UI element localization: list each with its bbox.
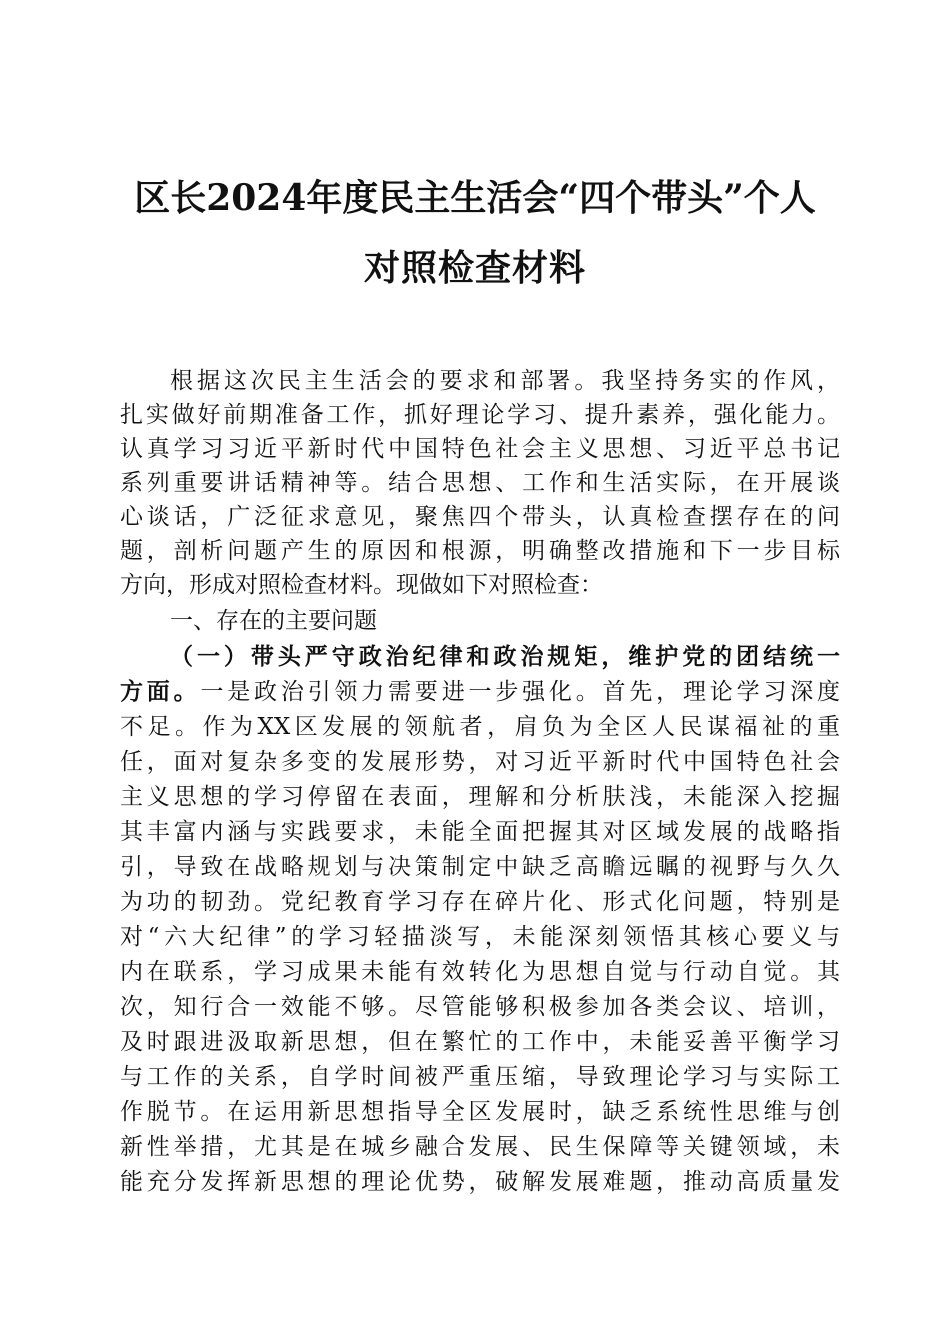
paragraph-line: 与工作的关系，自学时间被严重压缩，导致理论学习与实际工: [120, 1064, 840, 1090]
paragraph-line: 任，面对复杂多变的发展形势，对习近平新时代中国特色社会: [120, 749, 840, 775]
paragraph-line: 能充分发挥新思想的理论优势，破解发展难题，推动高质量发: [120, 1169, 840, 1195]
paragraph-line: [120, 675, 840, 709]
paragraph-line: 系列重要讲话精神等。结合思想、工作和生活实际，在开展谈: [120, 470, 840, 496]
paragraph-line: 及时跟进汲取新思想，但在繁忙的工作中，未能妥善平衡学习: [120, 1029, 840, 1055]
document-title-line-2: 对照检查材料: [363, 247, 586, 289]
paragraph-line: 次，知行合一效能不够。尽管能够积极参加各类会议、培训，: [120, 994, 840, 1020]
paragraph-line: 认真学习习近平新时代中国特色社会主义思想、习近平总书记: [120, 436, 840, 462]
paragraph-line: 对“六大纪律”的学习轻描淡写，未能深刻领悟其核心要义与: [120, 924, 840, 950]
paragraph-line: 扎实做好前期准备工作，抓好理论学习、提升素养，强化能力。: [120, 402, 840, 428]
section-heading: 一、存在的主要问题: [170, 608, 377, 634]
paragraph-line: 为功的韧劲。党纪教育学习存在碎片化、形式化问题，特别是: [120, 889, 840, 915]
paragraph-text: 一是政治引领力需要进一步强化。首先，理论学习深度: [200, 679, 841, 705]
paragraph-line: 题，剖析问题产生的原因和根源，明确整改措施和下一步目标: [120, 538, 840, 564]
subsection-heading: （一）带头严守政治纪律和政治规矩，维护党的团结统一: [170, 643, 840, 670]
paragraph-line: 根据这次民主生活会的要求和部署。我坚持务实的作风，: [170, 368, 840, 394]
paragraph-line: 心谈话，广泛征求意见，聚焦四个带头，认真检查摆存在的问: [120, 504, 840, 530]
paragraph-line: 作脱节。在运用新思想指导全区发展时，缺乏系统性思维与创: [120, 1099, 840, 1125]
paragraph-line: 不足。作为XX区发展的领航者，肩负为全区人民谋福祉的重: [120, 714, 840, 740]
paragraph-line: 引，导致在战略规划与决策制定中缺乏高瞻远瞩的视野与久久: [120, 854, 840, 880]
paragraph-line: 内在联系，学习成果未能有效转化为思想自觉与行动自觉。其: [120, 959, 840, 985]
document-title-line-1: 区长2024年度民主生活会“四个带头”个人: [134, 177, 816, 219]
paragraph-line: 新性举措，尤其是在城乡融合发展、民生保障等关键领域，未: [120, 1134, 840, 1160]
paragraph-line: 其丰富内涵与实践要求，未能全面把握其对区域发展的战略指: [120, 819, 840, 845]
subsection-heading-end: 方面。: [120, 678, 201, 705]
paragraph-line: 主义思想的学习停留在表面，理解和分析肤浅，未能深入挖掘: [120, 784, 840, 810]
paragraph-line: 方向，形成对照检查材料。现做如下对照检查：: [120, 572, 603, 598]
